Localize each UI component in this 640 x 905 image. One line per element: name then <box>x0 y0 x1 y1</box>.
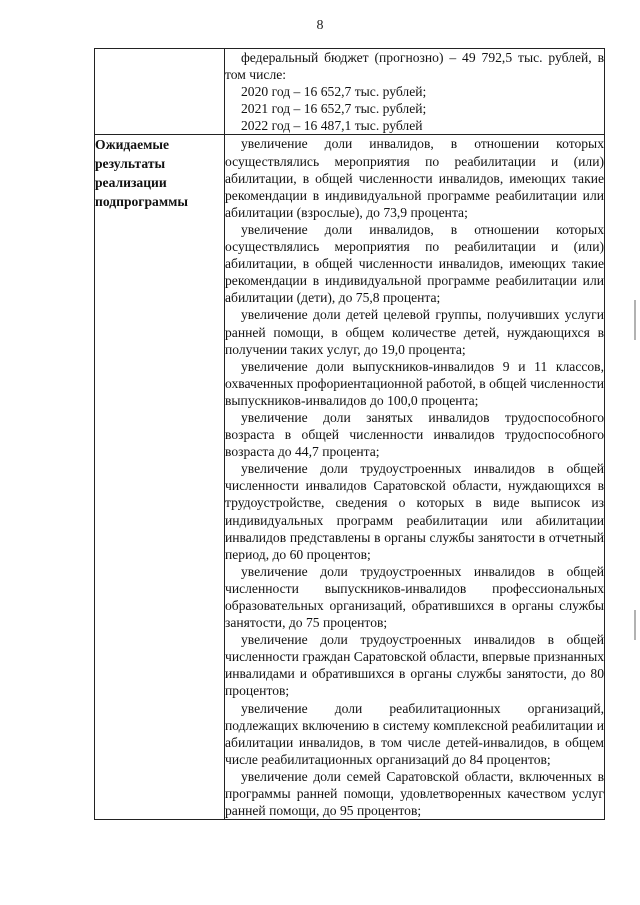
result-item: увеличение доли реабилитационных организаций, подлежащих включению в систему комплексной реабилитации и абилитации инвалидов, в том числе детей-инвалидов, в общем числе реабилитационных организаций до 84 процентов; <box>225 700 604 767</box>
row-label-expected-results: Ожидаемые результаты реализации подпрограммы <box>95 137 188 210</box>
results-content-cell <box>225 135 605 820</box>
budget-intro: федеральный бюджет (прогнозно) – 49 792,5 тыс. рублей, в том числе: <box>225 50 604 83</box>
result-item: увеличение доли инвалидов, в отношении которых осуществлялись мероприятия по реабилитации и (или) абилитации, в общей численности инвалидов, имеющих такие рекомендации в индивидуальной программе реабилитации или абилитации (дети), до 75,8 процента; <box>225 221 604 306</box>
scan-edge-mark <box>634 610 636 640</box>
budget-year-2021: 2021 год – 16 652,7 тыс. рублей; <box>241 101 427 117</box>
results-label-cell <box>95 135 225 820</box>
budget-year-2020: 2020 год – 16 652,7 тыс. рублей; <box>241 84 427 100</box>
result-item: увеличение доли занятых инвалидов трудоспособного возраста в общей численности инвалидов трудоспособного возраста до 44,7 процента; <box>225 409 604 460</box>
result-item: увеличение доли семей Саратовской области, включенных в программы ранней помощи, удовлетворенных качеством услуг ранней помощи, до 95 процентов; <box>225 768 604 819</box>
results-row <box>95 135 605 820</box>
result-item: увеличение доли трудоустроенных инвалидов в общей численности граждан Саратовской области, впервые признанных инвалидами и обратившихся в органы службы занятости, до 80 процентов; <box>225 632 604 699</box>
budget-label-cell <box>95 49 225 135</box>
result-item: увеличение доли инвалидов, в отношении которых осуществлялись мероприятия по реабилитации и (или) абилитации, в общей численности инвалидов, имеющих такие рекомендации в индивидуальной программе реабилитации или абилитации (взрослые), до 73,9 процента; <box>225 136 604 220</box>
page-number: 8 <box>316 18 324 33</box>
result-item: увеличение доли трудоустроенных инвалидов в общей численности выпускников-инвалидов профессиональных образовательных организаций, обратившихся в органы службы занятости, до 75 процентов; <box>225 563 604 631</box>
budget-year-2022: 2022 год – 16 487,1 тыс. рублей <box>241 118 423 134</box>
budget-row <box>95 49 605 135</box>
scan-edge-mark <box>634 300 636 340</box>
result-item: увеличение доли детей целевой группы, получивших услуги ранней помощи, в общем количестве детей, нуждающихся в получении таких услуг, до 19,0 процента; <box>225 307 604 357</box>
passport-table <box>94 48 605 820</box>
result-item: увеличение доли трудоустроенных инвалидов в общей численности инвалидов Саратовской области, нуждающихся в трудоустройстве, сведения о которых в виде выписок из индивидуальных программ реабилитации или абилитации инвалидов представлены в органы службы занятости в отчетный период, до 60 процентов; <box>225 461 604 562</box>
result-item: увеличение доли выпускников-инвалидов 9 и 11 классов, охваченных профориентационной работой, в общей численности выпускников-инвалидов до 100,0 процента; <box>225 358 604 408</box>
budget-content-cell <box>225 49 605 135</box>
